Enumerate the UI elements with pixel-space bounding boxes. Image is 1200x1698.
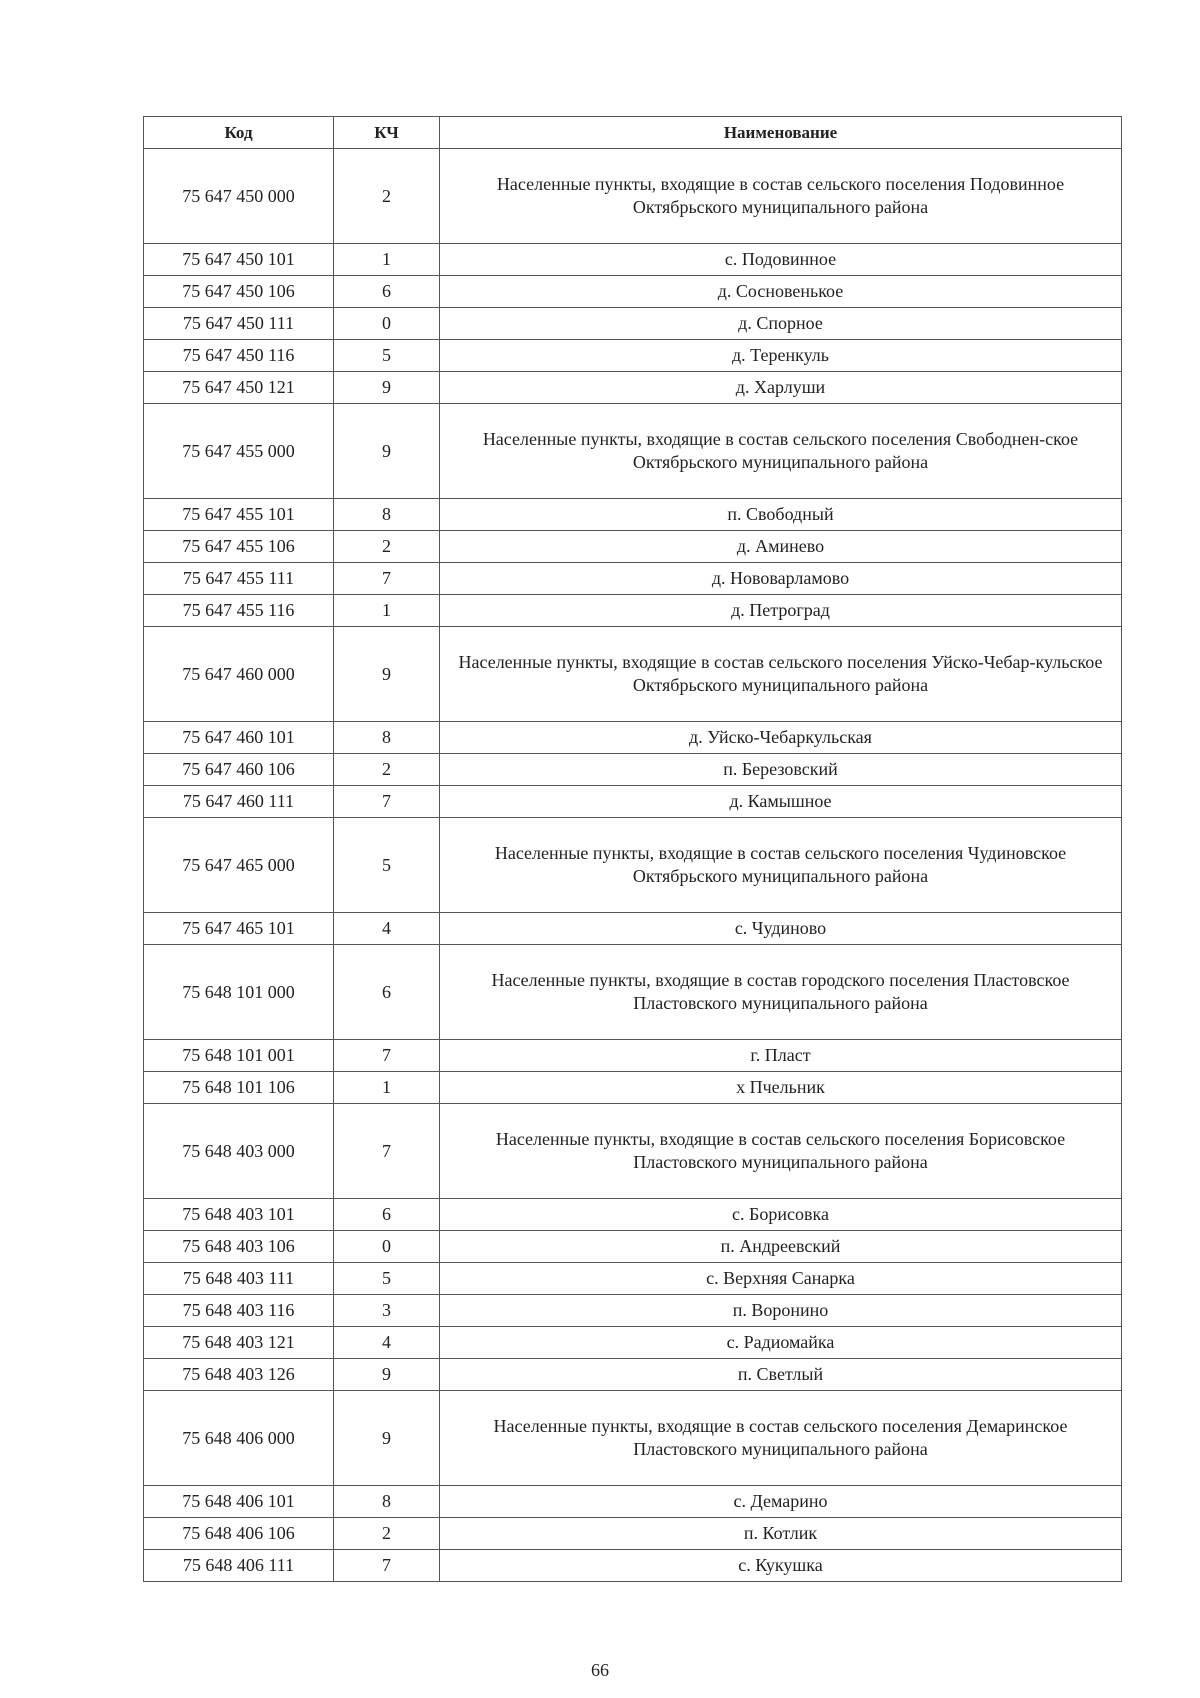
code-cell: 75 647 460 101 [144, 722, 334, 754]
code-cell: 75 647 450 106 [144, 276, 334, 308]
code-cell: 75 647 455 000 [144, 404, 334, 499]
table-row [144, 563, 1122, 595]
kch-cell: 8 [334, 722, 440, 754]
name-cell: д. Спорное [440, 308, 1122, 340]
kch-cell: 6 [334, 1199, 440, 1231]
table-row [144, 340, 1122, 372]
name-cell: д. Аминево [440, 531, 1122, 563]
code-cell: 75 648 403 126 [144, 1359, 334, 1391]
header-code: Код [144, 117, 334, 149]
name-cell: д. Сосновенькое [440, 276, 1122, 308]
code-cell: 75 647 460 106 [144, 754, 334, 786]
kch-cell: 6 [334, 945, 440, 1040]
kch-cell: 6 [334, 276, 440, 308]
kch-cell: 7 [334, 786, 440, 818]
code-cell: 75 648 403 000 [144, 1104, 334, 1199]
kch-cell: 1 [334, 1072, 440, 1104]
name-cell: с. Чудиново [440, 913, 1122, 945]
name-cell: Населенные пункты, входящие в состав сельского поселения Уйско-Чебар-кульское Октябрьского муниципального района [440, 627, 1122, 722]
name-cell: Населенные пункты, входящие в состав сельского поселения Борисовское Пластовского муниципального района [440, 1104, 1122, 1199]
name-cell: п. Березовский [440, 754, 1122, 786]
kch-cell: 0 [334, 308, 440, 340]
header-row [144, 117, 1122, 149]
table-row-group-heading [144, 149, 1122, 244]
table-header [144, 117, 1122, 149]
table-row [144, 1231, 1122, 1263]
kch-cell: 1 [334, 244, 440, 276]
kch-cell: 9 [334, 404, 440, 499]
table-row [144, 1199, 1122, 1231]
table-row [144, 1550, 1122, 1582]
code-cell: 75 647 450 101 [144, 244, 334, 276]
kch-cell: 1 [334, 595, 440, 627]
table-row [144, 1486, 1122, 1518]
table-row [144, 372, 1122, 404]
table-row-group-heading [144, 945, 1122, 1040]
name-cell: п. Светлый [440, 1359, 1122, 1391]
code-cell: 75 648 406 000 [144, 1391, 334, 1486]
kch-cell: 2 [334, 531, 440, 563]
table-row [144, 754, 1122, 786]
code-cell: 75 647 450 121 [144, 372, 334, 404]
table-row [144, 1518, 1122, 1550]
name-cell: д. Харлуши [440, 372, 1122, 404]
name-cell: д. Теренкуль [440, 340, 1122, 372]
name-cell: Населенные пункты, входящие в состав сельского поселения Подовинное Октябрьского муниципального района [440, 149, 1122, 244]
table-row [144, 1359, 1122, 1391]
code-cell: 75 648 406 111 [144, 1550, 334, 1582]
code-cell: 75 647 450 000 [144, 149, 334, 244]
code-cell: 75 647 465 101 [144, 913, 334, 945]
kch-cell: 7 [334, 1040, 440, 1072]
name-cell: с. Подовинное [440, 244, 1122, 276]
kch-cell: 5 [334, 1263, 440, 1295]
table-row-group-heading [144, 1104, 1122, 1199]
name-cell: д. Нововарламово [440, 563, 1122, 595]
kch-cell: 7 [334, 563, 440, 595]
header-kch: КЧ [334, 117, 440, 149]
kch-cell: 9 [334, 1359, 440, 1391]
table-row [144, 913, 1122, 945]
code-cell: 75 648 101 106 [144, 1072, 334, 1104]
name-cell: д. Петроград [440, 595, 1122, 627]
kch-cell: 0 [334, 1231, 440, 1263]
code-cell: 75 648 101 001 [144, 1040, 334, 1072]
table-row-group-heading [144, 1391, 1122, 1486]
table-row [144, 244, 1122, 276]
table-row [144, 722, 1122, 754]
name-cell: с. Борисовка [440, 1199, 1122, 1231]
table-row [144, 499, 1122, 531]
code-cell: 75 648 403 121 [144, 1327, 334, 1359]
code-cell: 75 647 465 000 [144, 818, 334, 913]
name-cell: д. Камышное [440, 786, 1122, 818]
table-row [144, 1072, 1122, 1104]
code-cell: 75 647 450 116 [144, 340, 334, 372]
name-cell: с. Радиомайка [440, 1327, 1122, 1359]
table-row-group-heading [144, 818, 1122, 913]
table-row [144, 1263, 1122, 1295]
code-cell: 75 648 403 106 [144, 1231, 334, 1263]
table-row [144, 786, 1122, 818]
kch-cell: 9 [334, 627, 440, 722]
name-cell: г. Пласт [440, 1040, 1122, 1072]
kch-cell: 2 [334, 754, 440, 786]
table-row [144, 308, 1122, 340]
kch-cell: 2 [334, 149, 440, 244]
table-row-group-heading [144, 404, 1122, 499]
code-cell: 75 647 455 116 [144, 595, 334, 627]
name-cell: Населенные пункты, входящие в состав сельского поселения Демаринское Пластовского муниципального района [440, 1391, 1122, 1486]
table-row-group-heading [144, 627, 1122, 722]
name-cell: д. Уйско-Чебаркульская [440, 722, 1122, 754]
code-cell: 75 647 455 101 [144, 499, 334, 531]
code-cell: 75 647 455 111 [144, 563, 334, 595]
name-cell: с. Кукушка [440, 1550, 1122, 1582]
kch-cell: 8 [334, 1486, 440, 1518]
name-cell: п. Свободный [440, 499, 1122, 531]
code-cell: 75 647 455 106 [144, 531, 334, 563]
name-cell: п. Воронино [440, 1295, 1122, 1327]
kch-cell: 5 [334, 818, 440, 913]
name-cell: п. Андреевский [440, 1231, 1122, 1263]
settlements-table [143, 116, 1122, 1582]
table-row [144, 1040, 1122, 1072]
name-cell: с. Верхняя Санарка [440, 1263, 1122, 1295]
kch-cell: 4 [334, 1327, 440, 1359]
name-cell: х Пчельник [440, 1072, 1122, 1104]
code-cell: 75 648 403 116 [144, 1295, 334, 1327]
table-body [144, 149, 1122, 1582]
name-cell: Населенные пункты, входящие в состав городского поселения Пластовское Пластовского муниципального района [440, 945, 1122, 1040]
kch-cell: 5 [334, 340, 440, 372]
code-cell: 75 647 450 111 [144, 308, 334, 340]
header-name: Наименование [440, 117, 1122, 149]
code-cell: 75 648 101 000 [144, 945, 334, 1040]
kch-cell: 2 [334, 1518, 440, 1550]
code-cell: 75 648 403 101 [144, 1199, 334, 1231]
table-row [144, 276, 1122, 308]
kch-cell: 8 [334, 499, 440, 531]
code-cell: 75 648 406 101 [144, 1486, 334, 1518]
kch-cell: 9 [334, 1391, 440, 1486]
table-row [144, 1327, 1122, 1359]
code-cell: 75 648 403 111 [144, 1263, 334, 1295]
code-cell: 75 648 406 106 [144, 1518, 334, 1550]
code-cell: 75 647 460 000 [144, 627, 334, 722]
name-cell: Населенные пункты, входящие в состав сельского поселения Чудиновское Октябрьского муниципального района [440, 818, 1122, 913]
name-cell: с. Демарино [440, 1486, 1122, 1518]
code-cell: 75 647 460 111 [144, 786, 334, 818]
table-row [144, 531, 1122, 563]
kch-cell: 3 [334, 1295, 440, 1327]
kch-cell: 9 [334, 372, 440, 404]
kch-cell: 4 [334, 913, 440, 945]
table-row [144, 1295, 1122, 1327]
kch-cell: 7 [334, 1104, 440, 1199]
page-number: 66 [591, 1660, 609, 1680]
kch-cell: 7 [334, 1550, 440, 1582]
table-row [144, 595, 1122, 627]
name-cell: п. Котлик [440, 1518, 1122, 1550]
name-cell: Населенные пункты, входящие в состав сельского поселения Свободнен-ское Октябрьского муниципального района [440, 404, 1122, 499]
